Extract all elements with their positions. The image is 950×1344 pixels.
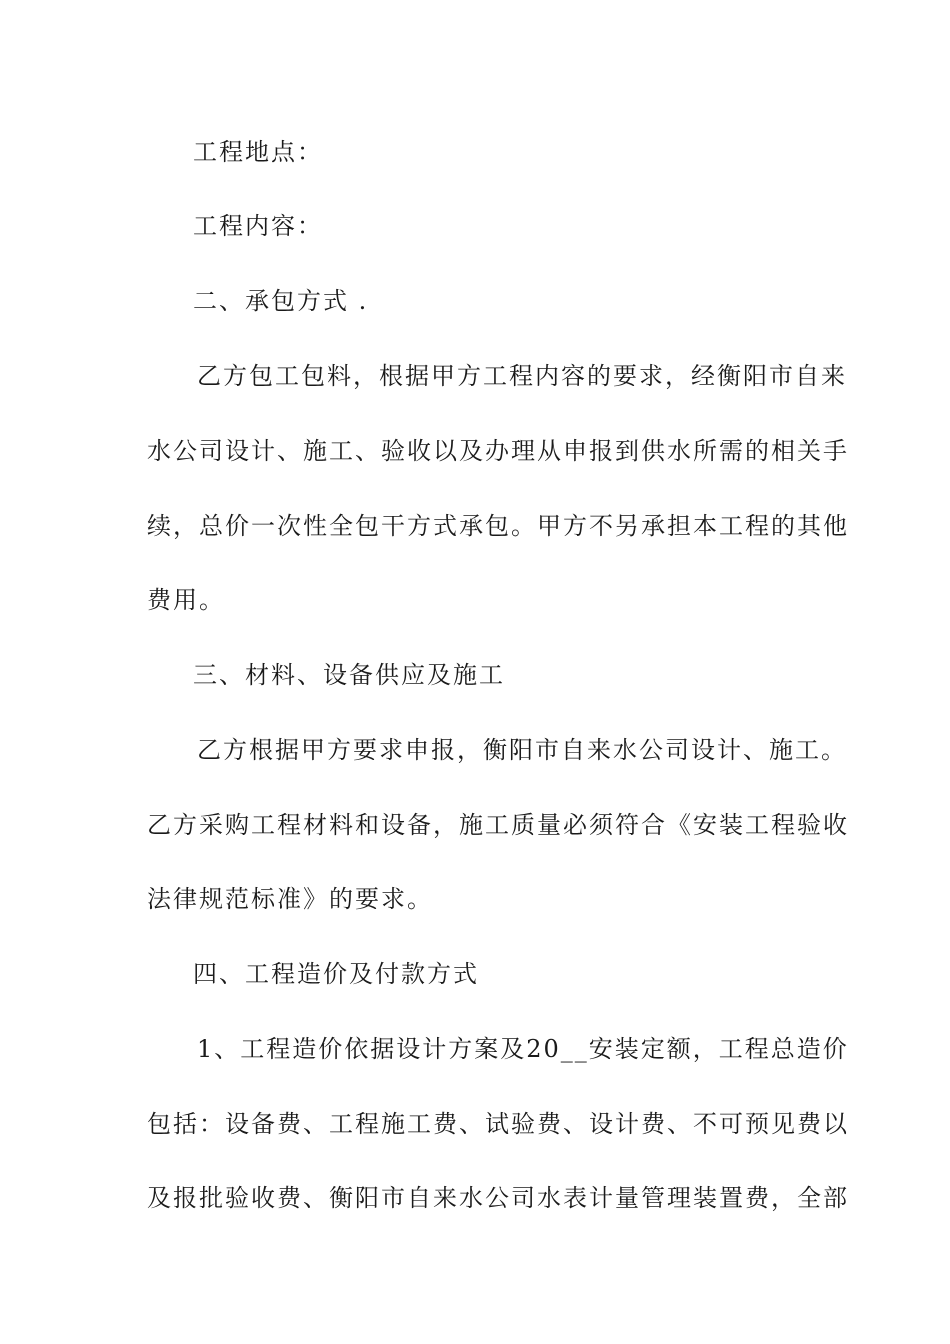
paragraph-line: 乙方根据甲方要求申报，衡阳市自来水公司设计、施工。 [197, 736, 847, 764]
section-heading-materials: 三、材料、设备供应及施工 [193, 661, 505, 689]
field-project-content: 工程内容： [193, 212, 323, 240]
paragraph-line: 包括：设备费、工程施工费、试验费、设计费、不可预见费以 [147, 1110, 849, 1138]
paragraph-line: 水公司设计、施工、验收以及办理从申报到供水所需的相关手 [147, 437, 849, 465]
paragraph-line: 法律规范标准》的要求。 [147, 885, 433, 913]
section-heading-cost-payment: 四、工程造价及付款方式 [193, 960, 479, 988]
paragraph-line: 及报批验收费、衡阳市自来水公司水表计量管理装置费，全部 [147, 1184, 849, 1212]
paragraph-line: 1、工程造价依据设计方案及20__安装定额，工程总造价 [197, 1035, 849, 1063]
field-project-location: 工程地点： [193, 138, 323, 166]
paragraph-line: 续，总价一次性全包干方式承包。甲方不另承担本工程的其他 [147, 512, 849, 540]
paragraph-line: 乙方采购工程材料和设备，施工质量必须符合《安装工程验收 [147, 811, 849, 839]
paragraph-line: 费用。 [147, 586, 225, 614]
section-heading-contract-method: 二、承包方式 . [193, 287, 369, 315]
paragraph-line: 乙方包工包料，根据甲方工程内容的要求，经衡阳市自来 [197, 362, 847, 390]
